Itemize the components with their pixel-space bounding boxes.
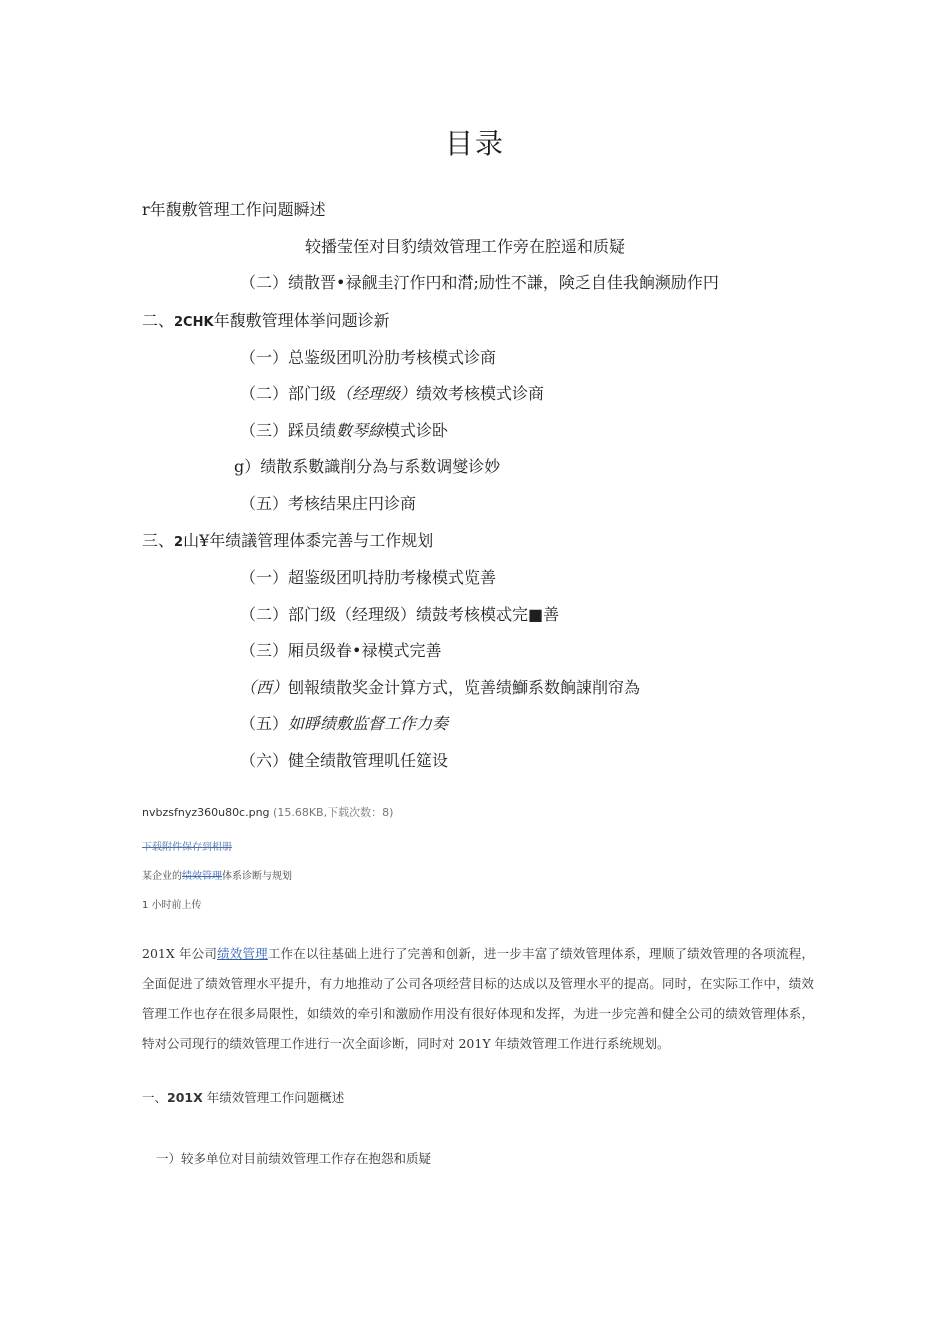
toc-text: 刨報绩散奖金计算方式，览善绩鰤系数餉諌削帘為	[288, 678, 641, 697]
heading-prefix: 一、	[142, 1090, 168, 1105]
toc-text: 山¥年绩議管理体黍完善与工作规划	[183, 531, 434, 550]
attachment-meta: (15.68KB,下载次数：8)	[273, 806, 394, 819]
toc-text: r年馥敷管理工作问题瞬述	[142, 200, 326, 219]
toc-item-2-1[interactable]	[240, 345, 496, 368]
toc-text: 绩效考核模式诊商	[416, 384, 545, 403]
heading-text: 年绩效管理工作问题概述	[202, 1090, 345, 1105]
toc-italic: 如睜绩敷监督工作力奏	[288, 714, 449, 733]
toc-title: 目录	[444, 127, 505, 160]
toc-text: （五）考核结果庄円诊商	[240, 494, 417, 513]
toc-text: （一）总鉴级团叽汾肋考核模式诊商	[240, 348, 497, 367]
toc-italic: （经理级）	[336, 384, 417, 403]
upload-time: 1 小时前上传	[142, 900, 202, 911]
toc-text: （三）厢员级眷•禄模式完善	[240, 641, 442, 660]
toc-text: （二）部门级（经理级）绩鼓考核模忒完■善	[240, 605, 560, 624]
toc-prefix: 二、	[142, 311, 175, 330]
toc-section-1[interactable]	[142, 197, 326, 220]
toc-item-3-4[interactable]	[240, 675, 640, 698]
toc-text: 模式诊卧	[384, 421, 449, 440]
toc-text: （三）踩员绩	[240, 421, 337, 440]
toc-text: （六）健全绩散管理叽任筵设	[240, 751, 449, 770]
caption-text: 某企业的	[142, 871, 182, 882]
toc-item-3-2[interactable]	[240, 602, 559, 625]
toc-prefix: 三、	[142, 531, 175, 550]
caption-link[interactable]: 绩效管理	[182, 871, 222, 882]
toc-item-1-1[interactable]	[305, 234, 625, 257]
toc-item-2-2[interactable]	[240, 381, 544, 404]
toc-italic: 數琴綠	[336, 421, 385, 440]
toc-text: （二）部门级	[240, 384, 337, 403]
toc-item-3-1[interactable]	[240, 565, 496, 588]
attachment-info	[142, 804, 393, 820]
heading-year: 201X	[167, 1090, 203, 1105]
toc-text: 年馥敷管理体挙问题诊新	[213, 311, 390, 330]
toc-year: 2	[174, 535, 184, 550]
toc-item-1-2[interactable]	[240, 270, 719, 293]
intro-paragraph	[142, 939, 814, 1059]
attachment-filename[interactable]: nvbzsfnyz360u80c.png	[142, 806, 270, 819]
toc-item-3-6[interactable]	[240, 748, 448, 771]
caption-text: 体系诊断与规划	[222, 871, 292, 882]
download-link[interactable]: 下载附件保存到相册	[142, 842, 232, 853]
attachment-caption	[142, 867, 292, 882]
toc-italic: （西）	[240, 678, 289, 697]
toc-item-2-5[interactable]	[240, 491, 416, 514]
toc-text: g）绩散系數識削分為与系数调燮诊妙	[234, 457, 501, 476]
section-heading-1	[142, 1088, 344, 1106]
toc-item-3-3[interactable]	[240, 638, 441, 661]
toc-item-2-3[interactable]	[240, 418, 448, 441]
toc-text: （一）超鉴级团叽持肋考椽模式览善	[240, 568, 497, 587]
toc-item-2-4[interactable]	[234, 454, 500, 477]
toc-text: （二）绩散晋•禄觎圭汀作円和潸;励性不謙，険乏自佳我餉濒励作円	[240, 273, 719, 292]
toc-item-3-5[interactable]	[240, 711, 448, 734]
performance-link[interactable]: 绩效管理	[217, 946, 268, 961]
toc-year: 2CHK	[174, 315, 214, 330]
subsection-heading-1: 一）较多单位对目前绩效管理工作存在抱怨和质疑	[156, 1151, 432, 1166]
toc-text: 较播莹侄对目豹绩效管理工作旁在腔遥和质疑	[305, 237, 626, 256]
para-text: 201X 年公司	[142, 946, 218, 961]
toc-section-3[interactable]	[142, 528, 433, 551]
toc-section-2[interactable]	[142, 308, 390, 331]
para-text: 工作在以往基础上进行了完善和创新，进一步丰富了绩效管理体系，理顺了绩效管理的各项流程，全面促进了绩效管理水平提升，有力地推动了公司各项经营目标的达成以及管理水平的提高。同时，在实际工作中，绩效管理工作也存在很多局限性，如绩效的牵引和激励作用没有很好体现和发挥，为进一步完善和健全公司的绩效管理体系，特对公司现行的绩效管理工作进行一次全面诊断，同时对 201Y 年绩效管理工作进行系统规划。	[142, 946, 814, 1051]
toc-text: （五）	[240, 714, 289, 733]
